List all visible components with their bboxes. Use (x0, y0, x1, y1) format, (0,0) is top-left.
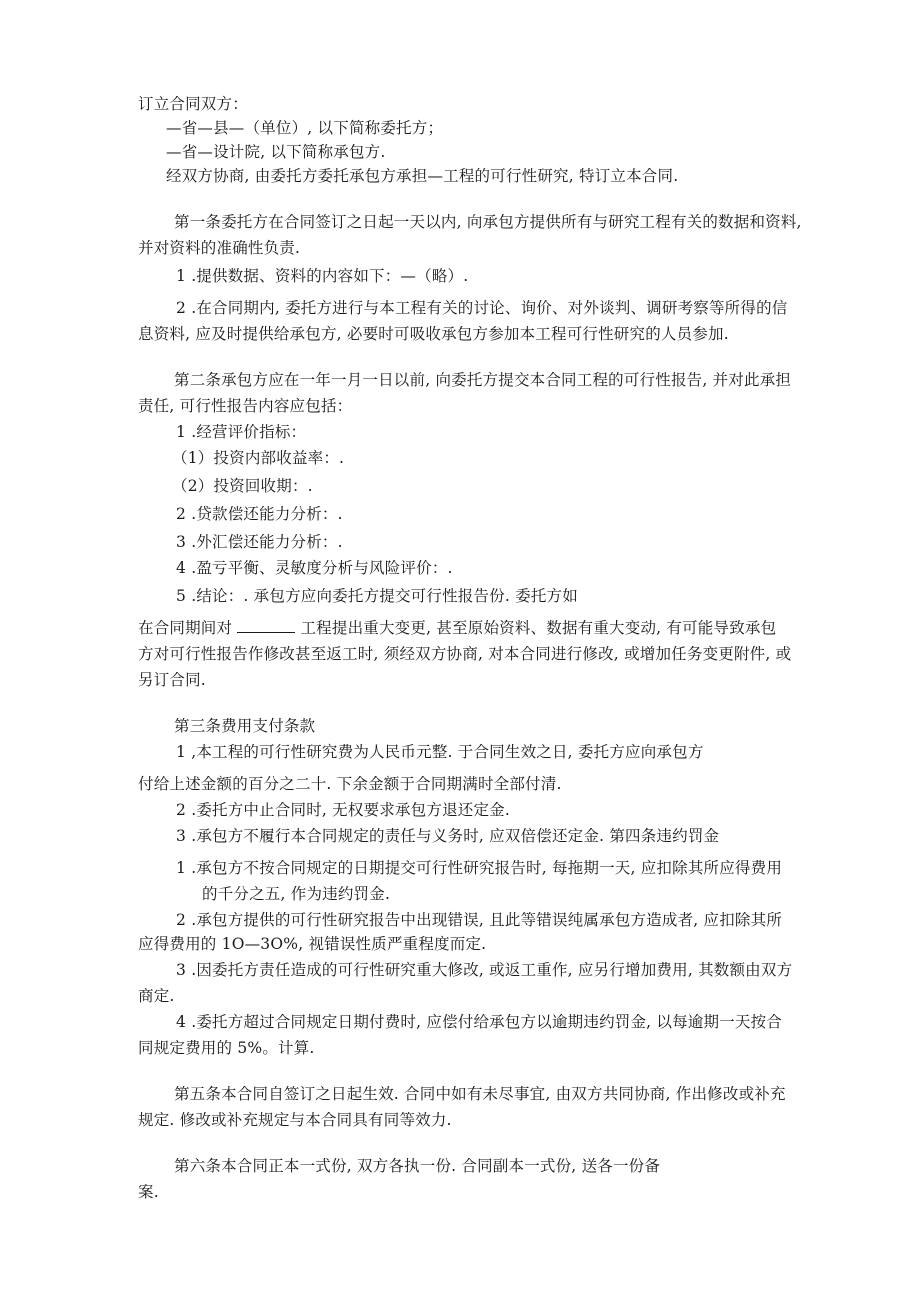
text-line: 第六条本合同正本一式份, 双方各执一份. 合同副本一式份, 送各一份备 (174, 1157, 661, 1175)
text-line: 3 .因委托方责任造成的可行性研究重大修改, 或返工重作, 应另行增加费用, 其数额由双方 (176, 961, 793, 979)
text-line: 并对资料的准确性负责. (138, 239, 301, 257)
text-line: 4 .委托方超过合同规定日期付费时, 应偿付给承包方以逾期违约罚金, 以每逾期一天按合 (176, 1013, 783, 1031)
text-line: 2 .在合同期内, 委托方进行与本工程有关的讨论、询价、对外谈判、调研考察等所得的信 (176, 299, 788, 317)
text-line: —省—设计院, 以下简称承包方. (166, 143, 386, 161)
text-line: 订立合同双方： (138, 95, 248, 113)
text-line: 1 .经营评价指标： (176, 423, 307, 441)
text-line: 应得费用的 1O—3O%, 视错误性质严重程度而定. (138, 935, 487, 953)
text-line: 1 .提供数据、资料的内容如下：—（略）. (176, 267, 469, 285)
text-line: 规定. 修改或补充规定与本合同具有同等效力. (138, 1111, 452, 1129)
text-line: 5 .结论：. 承包方应向委托方提交可行性报告份. 委托方如 (176, 587, 578, 605)
text-line: 息资料, 应及时提供给承包方, 必要时可吸收承包方参加本工程可行性研究的人员参加. (138, 325, 729, 343)
text-line: 的千分之五, 作为违约罚金. (202, 885, 391, 903)
text-segment: 工程提出重大变更, 甚至原始资料、数据有重大变动, 有可能导致承包 (300, 619, 777, 637)
text-line: 4 .盈亏平衡、灵敏度分析与风险评价：. (176, 559, 453, 577)
text-line (138, 618, 776, 638)
text-line: 1 .承包方不按合同规定的日期提交可行性研究报告时, 每拖期一天, 应扣除其所应得费用 (176, 859, 783, 877)
text-line: 3 .承包方不履行本合同规定的责任与义务时, 应双倍偿还定金. 第四条违约罚金 (176, 827, 720, 845)
text-line: （2）投资回收期：. (172, 477, 313, 495)
text-line: 第二条承包方应在一年一月一日以前, 向委托方提交本合同工程的可行性报告, 并对此承担 (174, 371, 792, 389)
text-line: 1 ,本工程的可行性研究费为人民币元整. 于合同生效之日, 委托方应向承包方 (176, 743, 704, 761)
text-line: 第一条委托方在合同签订之日起一天以内, 向承包方提供所有与研究工程有关的数据和资料, (174, 213, 802, 231)
text-line: 商定. (138, 987, 175, 1005)
text-line: 同规定费用的 5%。计算. (138, 1039, 315, 1057)
text-line: 方对可行性报告作修改甚至返工时, 须经双方协商, 对本合同进行修改, 或增加任务变更附件, 或 (138, 645, 792, 663)
text-line: 经双方协商, 由委托方委托承包方承担—工程的可行性研究, 特订立本合同. (166, 167, 679, 185)
text-line: （1）投资内部收益率：. (172, 449, 345, 467)
text-line: 2 .贷款偿还能力分析：. (176, 505, 343, 523)
text-line: —省—县—（单位）, 以下简称委托方； (166, 119, 444, 137)
text-line: 第五条本合同自签订之日起生效. 合同中如有未尽事宜, 由双方共同协商, 作出修改或补充 (174, 1085, 786, 1103)
fill-in-blank (237, 618, 295, 633)
text-line: 第三条费用支付条款 (174, 717, 316, 735)
text-segment: 在合同期间对 (138, 619, 233, 637)
text-line: 2 .承包方提供的可行性研究报告中出现错误, 且此等错误纯属承包方造成者, 应扣除其所 (176, 911, 783, 929)
text-line: 2 .委托方中止合同时, 无权要求承包方退还定金. (176, 801, 510, 819)
text-line: 付给上述金额的百分之二十. 下余金额于合同期满时全部付清. (138, 775, 562, 793)
text-line: 另订合同. (138, 671, 206, 689)
text-line: 案. (138, 1183, 159, 1201)
text-line: 3 .外汇偿还能力分析：. (176, 533, 343, 551)
text-line: 责任, 可行性报告内容应包括： (138, 397, 353, 415)
